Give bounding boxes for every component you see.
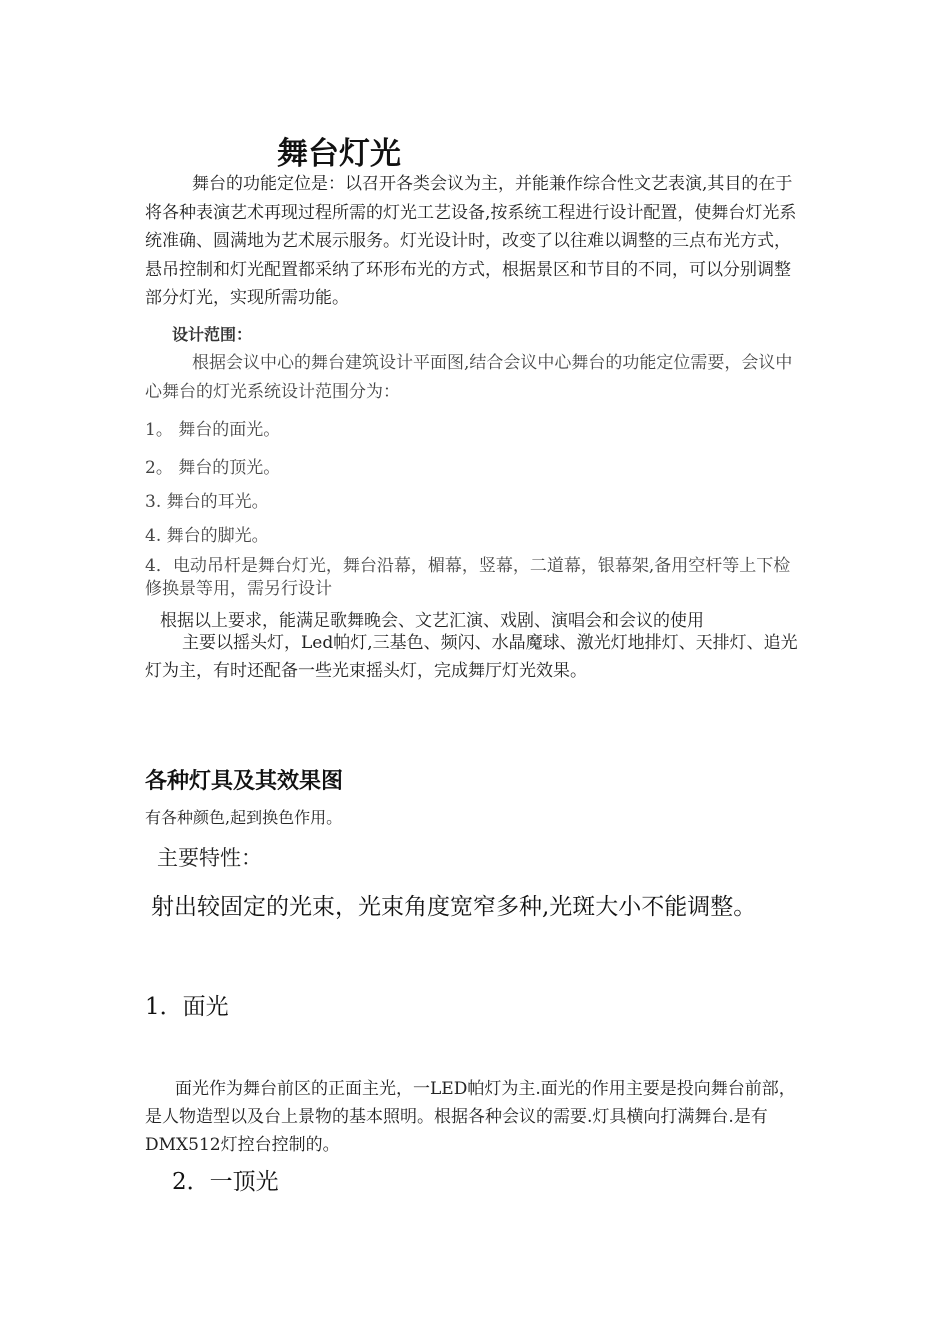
intro-paragraph: 舞台的功能定位是：以召开各类会议为主，并能兼作综合性文艺表演,其目的在于将各种表演艺术再现过程所需的灯光工艺设备,按系统工程进行设计配置，使舞台灯光系统准确、圆满地为艺术展示服务。灯光设计时，改变了以往难以调整的三点布光方式，悬吊控制和灯光配置都采纳了环形布光的方式，根据景区和节目的不同，可以分别调整部分灯光，实现所需功能。	[145, 174, 797, 308]
fixtures-note: 有各种颜色,起到换色作用。	[145, 808, 343, 827]
fixtures-heading: 各种灯具及其效果图	[145, 769, 344, 794]
scope-item-2: 2。 舞台的顶光。	[145, 458, 281, 478]
scope-item-1: 1。 舞台的面光。	[145, 420, 281, 440]
design-scope-paragraph: 根据会议中心的舞台建筑设计平面图,结合会议中心舞台的功能定位需要，会议中心舞台的灯光系统设计范围分为：	[145, 353, 793, 402]
section2-heading: 2．一顶光	[172, 1169, 279, 1195]
design-scope-heading: 设计范围：	[172, 325, 253, 344]
section1-heading: 1．面光	[145, 994, 229, 1020]
section1-paragraph: 面光作为舞台前区的正面主光，一LED帕灯为主.面光的作用主要是投向舞台前部，是人物造型以及台上景物的基本照明。根据各种会议的需要.灯具横向打满舞台.是有DMX512灯控台控制的。	[145, 1079, 796, 1155]
main-lights-paragraph: 主要以摇头灯，Led帕灯,三基色、频闪、水晶魔球、激光灯地排灯、天排灯、追光灯为主，有时还配备一些光束摇头灯，完成舞厅灯光效果。	[145, 633, 798, 681]
scope-item-extra: 4．电动吊杆是舞台灯光，舞台沿幕，楣幕，竖幕，二道幕，银幕架,备用空杆等上下检修换景等用，需另行设计	[145, 556, 791, 599]
scope-item-3: 3. 舞台的耳光。	[145, 492, 269, 512]
scope-item-4: 4. 舞台的脚光。	[145, 526, 269, 546]
document-title: 舞台灯光	[277, 136, 401, 172]
features-heading: 主要特性：	[157, 846, 262, 870]
requirement-line: 根据以上要求，能满足歌舞晚会、文艺汇演、戏剧、演唱会和会议的使用	[160, 611, 704, 631]
features-text: 射出较固定的光束，光束角度宽窄多种,光斑大小不能调整。	[151, 894, 757, 920]
